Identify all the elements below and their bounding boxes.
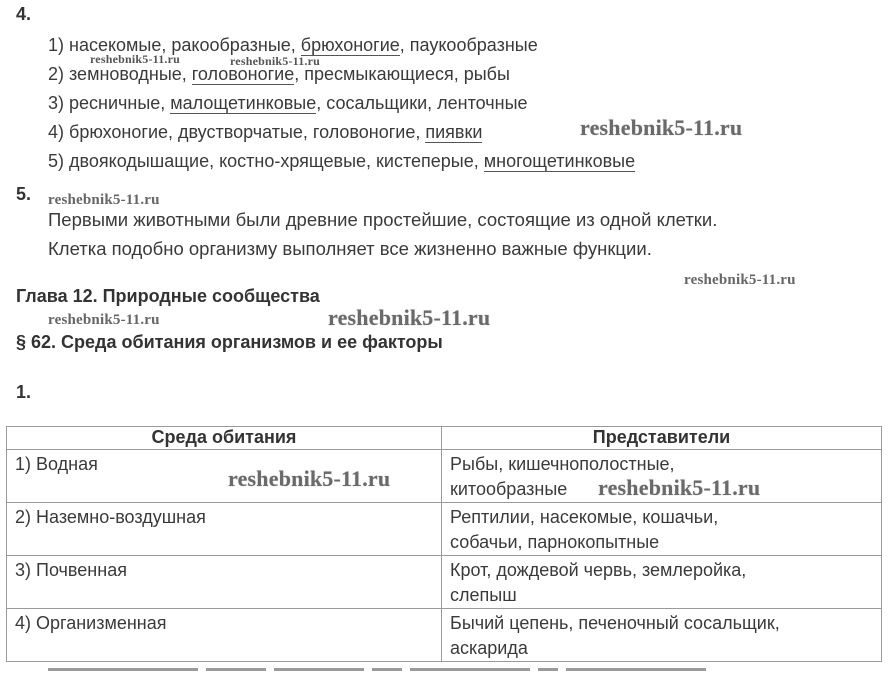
- habitat-cell: 4) Организменная: [7, 609, 442, 662]
- question-4-number: 4.: [16, 4, 32, 24]
- watermark: reshebnik5-11.ru: [580, 115, 743, 140]
- answer-4-line-3: 3) ресничные, малощетинковые, сосальщики, ленточные: [48, 93, 528, 113]
- column-header-representatives: Представители: [442, 427, 882, 450]
- answer-5-line-1: Первыми животными были древние простейшие, состоящие из одной клетки.: [48, 209, 718, 230]
- chapter-title: Глава 12. Природные сообщества: [16, 286, 320, 306]
- watermark: reshebnik5-11.ru: [48, 312, 160, 328]
- underlined-answer: брюхоногие: [300, 35, 400, 55]
- habitat-table: [6, 426, 882, 662]
- watermark: reshebnik5-11.ru: [48, 192, 160, 208]
- answer-4-line-4: 4) брюхоногие, двустворчатые, головоногие, пиявки: [48, 122, 483, 142]
- underlined-answer: малощетинковые: [170, 93, 317, 113]
- representatives-cell: Рыбы, кишечнополостные, китообразные: [442, 450, 882, 503]
- watermark: reshebnik5-11.ru: [90, 52, 180, 66]
- watermark: reshebnik5-11.ru: [328, 305, 491, 330]
- watermark: reshebnik5-11.ru: [228, 466, 391, 491]
- table-row: [7, 609, 882, 662]
- representatives-cell: Крот, дождевой червь, землеройка, слепыш: [442, 556, 882, 609]
- underlined-answer: многощетинковые: [483, 151, 636, 171]
- underlined-answer: пиявки: [425, 122, 483, 142]
- underlined-answer: головоногие: [191, 64, 295, 84]
- cropped-text-line: [48, 658, 728, 672]
- answer-5-line-2: Клетка подобно организму выполняет все жизненно важные функции.: [48, 238, 652, 259]
- watermark: reshebnik5-11.ru: [684, 272, 796, 288]
- column-header-habitat: Среда обитания: [7, 427, 442, 450]
- watermark: reshebnik5-11.ru: [230, 54, 320, 68]
- answer-4-line-5: 5) двоякодышащие, костно-хрящевые, кистеперые, многощетинковые: [48, 151, 636, 171]
- answer-4-line-1: 1) насекомые, ракообразные, брюхоногие, паукообразные: [48, 35, 538, 55]
- table-row: [7, 503, 882, 556]
- representatives-cell: Рептилии, насекомые, кошачьи, собачьи, парнокопытные: [442, 503, 882, 556]
- habitat-cell: 1) Водная: [7, 450, 442, 503]
- answer-4-line-2: 2) земноводные, головоногие, пресмыкающиеся, рыбы: [48, 64, 510, 84]
- table-row: [7, 556, 882, 609]
- habitat-cell: 2) Наземно-воздушная: [7, 503, 442, 556]
- question-5-number: 5.: [16, 184, 32, 204]
- watermark: reshebnik5-11.ru: [598, 475, 761, 500]
- table-header-row: [7, 427, 882, 450]
- habitat-cell: 3) Почвенная: [7, 556, 442, 609]
- section-title: § 62. Среда обитания организмов и ее факторы: [16, 332, 443, 352]
- question-1-number: 1.: [16, 382, 32, 402]
- representatives-cell: Бычий цепень, печеночный сосальщик, аскарида: [442, 609, 882, 662]
